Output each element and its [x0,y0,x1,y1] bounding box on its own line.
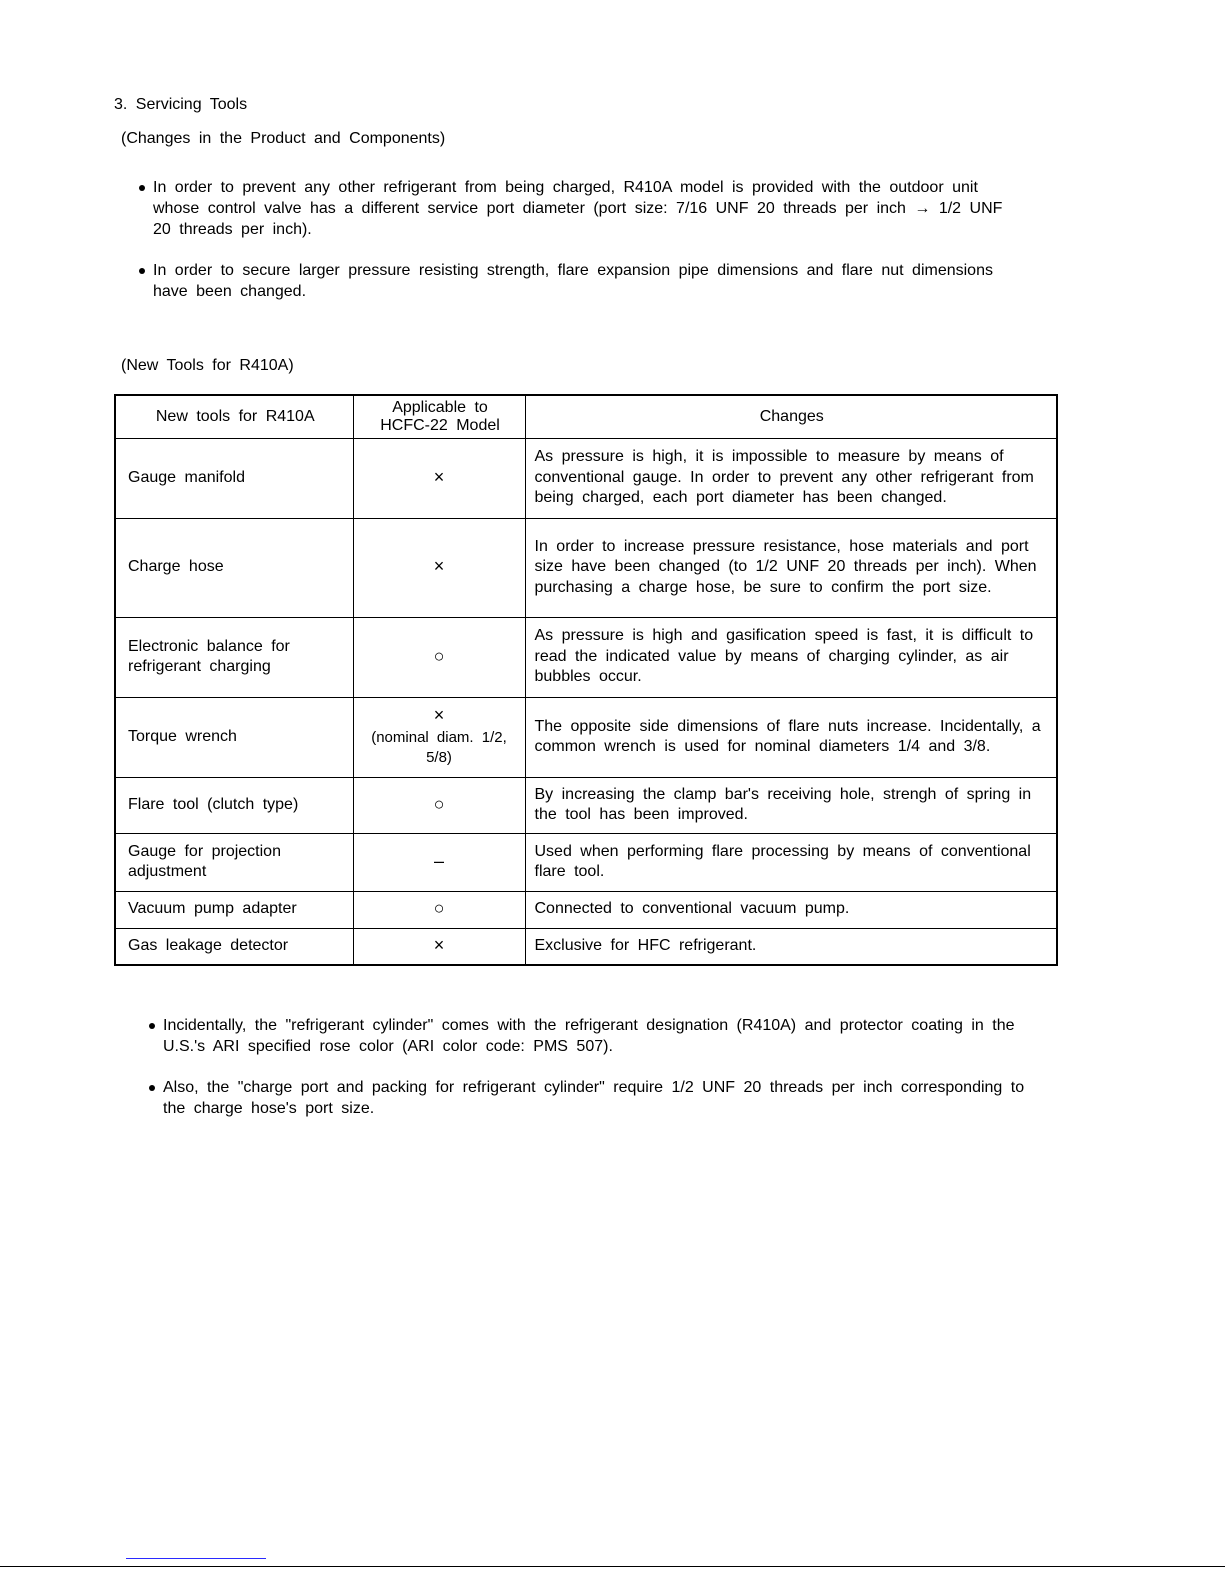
changes-cell: Connected to conventional vacuum pump. [525,891,1057,928]
tool-name: Gauge manifold [115,438,353,518]
changes-cell: As pressure is high and gasification speed is fast, it is difficult to read the indicated value by means of charging cylinder, as air bubbles occur. [525,617,1057,697]
bullet-dot-icon [139,268,145,274]
circle-icon: ○ [433,793,445,814]
bullet-list-notes [146,1015,1026,1139]
applicable-cell [353,617,525,697]
cross-icon: × [433,466,445,487]
bullet-text: Also, the "charge port and packing for refrigerant cylinder" require 1/2 UNF 20 threads per inch corresponding to the charge hose's port size. [163,1079,1025,1117]
tool-name: Gas leakage detector [115,928,353,965]
circle-icon: ○ [433,645,445,666]
tool-name: Electronic balance for refrigerant charging [115,617,353,697]
applicable-cell [353,518,525,617]
table-row [115,777,1057,833]
table-row [115,518,1057,617]
tool-name: Vacuum pump adapter [115,891,353,928]
subtitle-new-tools: (New Tools for R410A) [121,357,294,374]
header-applicable: Applicable to HCFC-22 Model [353,395,525,438]
bullet-dot-icon [149,1023,155,1029]
changes-cell: By increasing the clamp bar's receiving hole, strengh of spring in the tool has been improved. [525,777,1057,833]
bullet-item [136,260,1016,302]
changes-cell: Used when performing flare processing by means of conventional flare tool. [525,833,1057,891]
bullet-item [146,1015,1026,1057]
changes-cell: Exclusive for HFC refrigerant. [525,928,1057,965]
changes-cell: As pressure is high, it is impossible to measure by means of conventional gauge. In order to prevent any other refrigerant from being charged, each port diameter has been changed. [525,438,1057,518]
applicable-cell [353,833,525,891]
changes-cell: In order to increase pressure resistance, hose materials and port size have been changed (to 1/2 UNF 20 threads per inch). When purchasing a charge hose, be sure to confirm the port size. [525,518,1057,617]
dash-icon: – [433,850,444,871]
bullet-text: Incidentally, the "refrigerant cylinder" comes with the refrigerant designation (R410A) and protector coating in the U.S.'s ARI specified rose color (ARI color code: PMS 507). [163,1017,1015,1055]
cross-icon: × [433,705,445,726]
footer-underline [126,1558,266,1559]
tool-name: Charge hose [115,518,353,617]
bullet-item [146,1077,1026,1119]
applicable-cell [353,697,525,777]
table-row [115,617,1057,697]
bullet-list-changes [136,177,1016,322]
applicable-cell [353,777,525,833]
header-tool: New tools for R410A [115,395,353,438]
section-title: 3. Servicing Tools [114,96,248,113]
footer-rule [0,1566,1225,1567]
cross-icon: × [433,935,445,955]
table-row [115,928,1057,965]
applicable-cell [353,891,525,928]
cross-icon: × [433,556,445,577]
new-tools-table [114,394,1058,966]
subtitle-changes: (Changes in the Product and Components) [121,130,446,147]
changes-cell: The opposite side dimensions of flare nuts increase. Incidentally, a common wrench is used for nominal diameters 1/4 and 3/8. [525,697,1057,777]
table-header-row [115,395,1057,438]
tool-name: Gauge for projection adjustment [115,833,353,891]
bullet-dot-icon [139,185,145,191]
tool-name: Torque wrench [115,697,353,777]
table-row [115,697,1057,777]
bullet-item [136,177,1016,240]
tool-name: Flare tool (clutch type) [115,777,353,833]
applicable-cell [353,928,525,965]
table-row [115,438,1057,518]
table-row [115,891,1057,928]
bullet-text: In order to prevent any other refrigerant from being charged, R410A model is provided with the outdoor unit whose control valve has a different service port diameter (port size: 7/16 UNF 20 threads per inch → 1/2 UNF 20 threads per inch). [153,179,1003,238]
bullet-dot-icon [149,1085,155,1091]
applicable-cell [353,438,525,518]
applicable-note: (nominal diam. 1/2, 5/8) [371,728,507,767]
bullet-text: In order to secure larger pressure resisting strength, flare expansion pipe dimensions and flare nut dimensions have been changed. [153,262,993,300]
table-row [115,833,1057,891]
header-changes: Changes [525,395,1057,438]
circle-icon: ○ [433,898,445,919]
